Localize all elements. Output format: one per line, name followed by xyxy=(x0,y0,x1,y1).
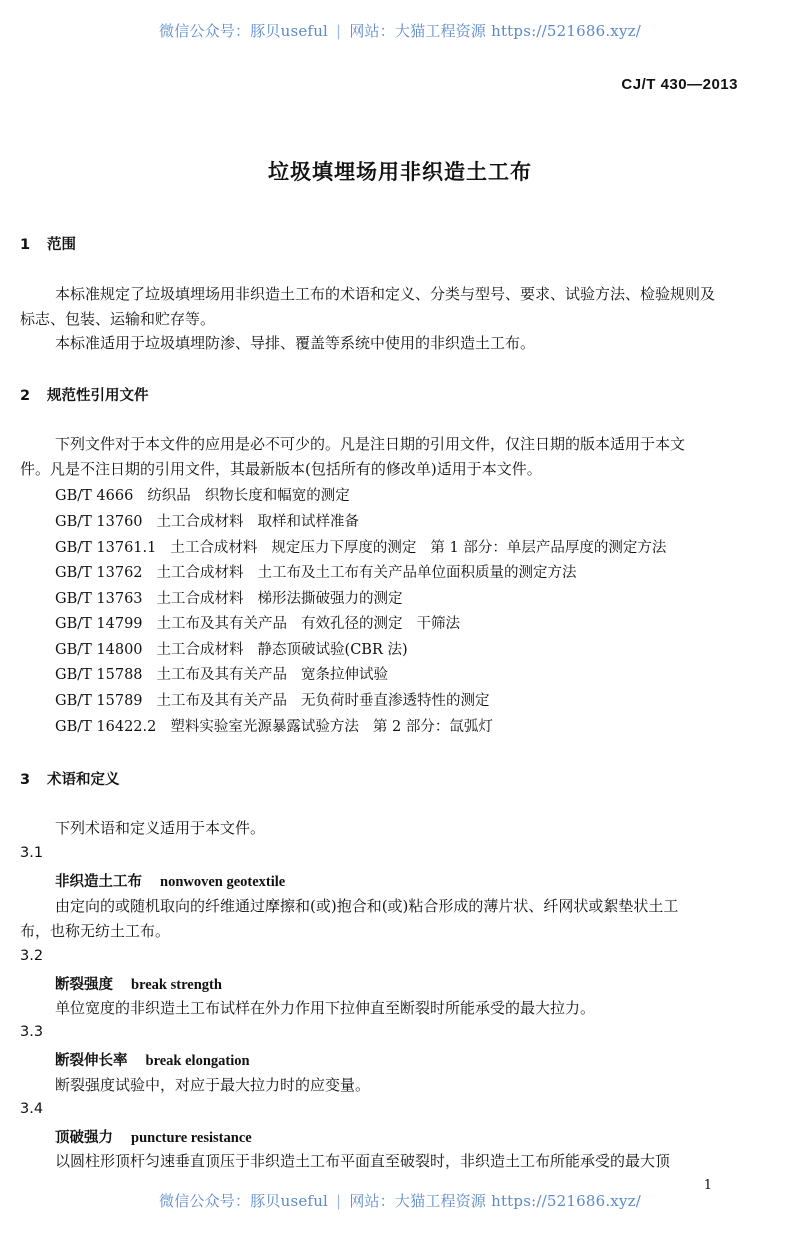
reference-item xyxy=(55,561,591,582)
reference-part: 取样和试样准备 xyxy=(257,514,360,530)
term-number: 3.2 xyxy=(20,948,44,964)
reference-item xyxy=(55,663,402,684)
section-title: 规范性引用文件 xyxy=(47,388,149,404)
document-title: 垃圾填埋场用非织造土工布 xyxy=(268,160,532,184)
term-cn: 非织造土工布 xyxy=(55,874,142,890)
reference-part: 梯形法撕破强力的测定 xyxy=(257,591,403,607)
section-number: 2 xyxy=(20,388,31,404)
reference-part: 塑料实验室光源暴露试验方法 xyxy=(170,719,359,735)
watermark-left-text: 微信公众号：豚贝useful xyxy=(159,22,329,40)
reference-part: 土工合成材料 xyxy=(170,540,258,556)
watermark-right-text: 网站：大猫工程资源 https://521686.xyz/ xyxy=(349,22,641,40)
watermark-right-text: 网站：大猫工程资源 https://521686.xyz/ xyxy=(349,1192,641,1210)
watermark-left-text: 微信公众号：豚贝useful xyxy=(159,1192,329,1210)
section-number: 3 xyxy=(20,772,31,788)
reference-code: GB/T 13760 xyxy=(55,514,143,530)
reference-item xyxy=(55,638,422,659)
reference-item xyxy=(55,536,680,557)
term-en: puncture resistance xyxy=(131,1130,252,1146)
reference-part: 规定压力下厚度的测定 xyxy=(271,540,417,556)
reference-part: 土工合成材料 xyxy=(156,591,244,607)
term-definition-line-1: 由定向的或随机取向的纤维通过摩擦和(或)抱合和(或)粘合形成的薄片状、纤网状或絮垫状土工 xyxy=(55,897,679,915)
reference-part: 干筛法 xyxy=(416,616,461,632)
reference-part: 第 1 部分：单层产品厚度的测定方法 xyxy=(430,540,667,556)
section-1-heading xyxy=(20,233,76,254)
term-heading xyxy=(55,1126,252,1147)
term-heading xyxy=(55,973,222,994)
section-2-para-line-2: 件。凡是不注日期的引用文件，其最新版本(包括所有的修改单)适用于本文件。 xyxy=(20,460,542,478)
reference-code: GB/T 15789 xyxy=(55,693,143,709)
reference-item xyxy=(55,484,364,505)
term-definition-line-2: 布，也称无纺土工布。 xyxy=(20,922,171,940)
term-definition-line-1: 单位宽度的非织造土工布试样在外力作用下拉伸直至断裂时所能承受的最大拉力。 xyxy=(55,999,596,1017)
reference-part: 土工合成材料 xyxy=(156,565,244,581)
reference-code: GB/T 13762 xyxy=(55,565,143,581)
reference-part: 土工布及其有关产品 xyxy=(156,616,288,632)
reference-code: GB/T 16422.2 xyxy=(55,719,157,735)
section-1-para-1-line-1: 本标准规定了垃圾填埋场用非织造土工布的术语和定义、分类与型号、要求、试验方法、检验规则及 xyxy=(55,285,716,303)
term-cn: 断裂伸长率 xyxy=(55,1053,128,1069)
watermark-separator: | xyxy=(336,22,342,40)
reference-part: 第 2 部分：氙弧灯 xyxy=(372,719,493,735)
term-en: break strength xyxy=(131,977,222,993)
section-3-intro: 下列术语和定义适用于本文件。 xyxy=(55,819,266,837)
term-definition-line-1: 以圆柱形顶杆匀速垂直顶压于非织造土工布平面直至破裂时，非织造土工布所能承受的最大顶 xyxy=(55,1152,671,1170)
reference-part: 土工布及其有关产品 xyxy=(156,693,288,709)
reference-code: GB/T 14799 xyxy=(55,616,143,632)
reference-part: 土工布及其有关产品 xyxy=(156,667,288,683)
section-1-para-2: 本标准适用于垃圾填埋防渗、导排、覆盖等系统中使用的非织造土工布。 xyxy=(55,334,536,352)
reference-part: 土工合成材料 xyxy=(156,514,244,530)
term-en: break elongation xyxy=(145,1053,250,1069)
term-number: 3.1 xyxy=(20,845,44,861)
term-en: nonwoven geotextile xyxy=(160,874,286,890)
reference-item xyxy=(55,689,504,710)
reference-code: GB/T 13763 xyxy=(55,591,143,607)
term-cn: 断裂强度 xyxy=(55,977,113,993)
reference-code: GB/T 13761.1 xyxy=(55,540,157,556)
reference-part: 土工合成材料 xyxy=(156,642,244,658)
section-number: 1 xyxy=(20,237,31,253)
reference-item xyxy=(55,715,507,736)
reference-part: 无负荷时垂直渗透特性的测定 xyxy=(301,693,490,709)
section-3-heading xyxy=(20,768,120,789)
watermark-bottom xyxy=(0,1190,800,1211)
reference-code: GB/T 14800 xyxy=(55,642,143,658)
reference-item xyxy=(55,510,373,531)
reference-part: 土工布及土工布有关产品单位面积质量的测定方法 xyxy=(257,565,577,581)
term-definition-line-1: 断裂强度试验中，对应于最大拉力时的应变量。 xyxy=(55,1076,371,1094)
reference-part: 宽条拉伸试验 xyxy=(301,667,389,683)
reference-code: GB/T 4666 xyxy=(55,488,134,504)
section-1-para-1-line-2: 标志、包装、运输和贮存等。 xyxy=(20,310,216,328)
reference-code: GB/T 15788 xyxy=(55,667,143,683)
watermark-separator: | xyxy=(336,1192,342,1210)
reference-item xyxy=(55,612,474,633)
term-number: 3.4 xyxy=(20,1101,44,1117)
reference-item xyxy=(55,587,417,608)
term-number: 3.3 xyxy=(20,1024,44,1040)
reference-part: 静态顶破试验(CBR 法) xyxy=(257,642,408,658)
section-2-heading xyxy=(20,384,149,405)
section-2-para-line-1: 下列文件对于本文件的应用是必不可少的。凡是注日期的引用文件，仅注日期的版本适用于本文 xyxy=(55,435,686,453)
term-heading xyxy=(55,1049,250,1070)
section-title: 范围 xyxy=(47,237,76,253)
term-cn: 顶破强力 xyxy=(55,1130,113,1146)
term-heading xyxy=(55,870,285,891)
reference-part: 纺织品 xyxy=(147,488,191,504)
standard-code: CJ/T 430—2013 xyxy=(621,76,738,93)
reference-part: 织物长度和幅宽的测定 xyxy=(204,488,350,504)
watermark-top xyxy=(0,20,800,41)
section-title: 术语和定义 xyxy=(47,772,120,788)
reference-part: 有效孔径的测定 xyxy=(301,616,403,632)
page-number: 1 xyxy=(703,1178,712,1193)
